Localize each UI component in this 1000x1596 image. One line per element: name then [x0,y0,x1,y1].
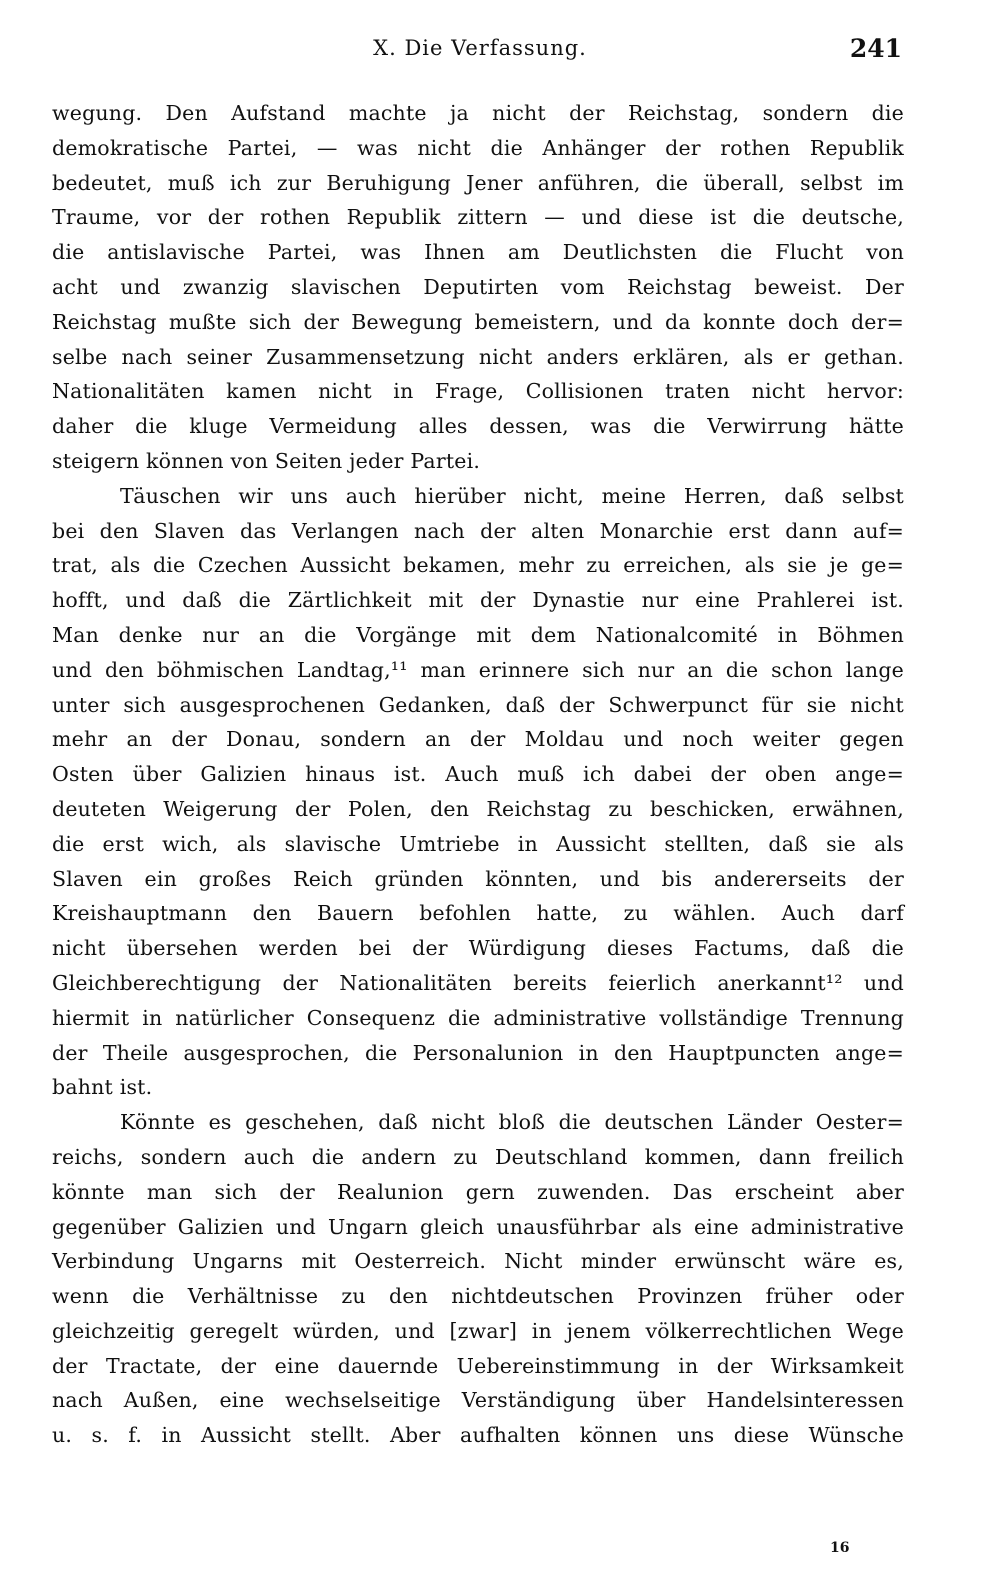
text-line: hiermit in natürlicher Consequenz die administrative vollständige Trennung [52,1005,904,1030]
paragraph [52,479,904,1105]
text-line: acht und zwanzig slavischen Deputirten vom Reichstag beweist. Der [52,274,904,299]
text-line: deuteten Weigerung der Polen, den Reichstag zu beschicken, erwähnen, [52,796,904,821]
text-line: Verbindung Ungarns mit Oesterreich. Nicht minder erwünscht wäre es, [52,1249,904,1274]
page-number: 241 [849,34,902,63]
text-line: gegenüber Galizien und Ungarn gleich unausführbar als eine administrative [52,1214,904,1239]
text-line: u. s. f. in Aussicht stellt. Aber aufhalten können uns diese Wünsche [52,1423,904,1448]
text-line: gleichzeitig geregelt würden, und [zwar] in jenem völkerrechtlichen Wege [52,1318,904,1343]
text-line: mehr an der Donau, sondern an der Moldau und noch weiter gegen [52,727,904,752]
text-line: nicht übersehen werden bei der Würdigung dieses Factums, daß die [52,936,904,961]
text-line: und den böhmischen Landtag,¹¹ man erinnere sich nur an die schon lange [52,657,904,682]
text-line: reichs, sondern auch die andern zu Deutschland kommen, dann freilich [52,1144,904,1169]
text-line: demokratische Partei, — was nicht die Anhänger der rothen Republik [52,135,904,160]
text-line: wenn die Verhältnisse zu den nichtdeutschen Provinzen früher oder [52,1284,904,1309]
text-line: der Theile ausgesprochen, die Personalunion in den Hauptpuncten ange= [52,1040,904,1065]
text-line: daher die kluge Vermeidung alles dessen, was die Verwirrung hätte [52,414,904,439]
text-line: Man denke nur an die Vorgänge mit dem Nationalcomité in Böhmen [52,622,904,647]
text-line: die erst wich, als slavische Umtriebe in Aussicht stellten, daß sie als [52,831,904,856]
text-line: Nationalitäten kamen nicht in Frage, Collisionen traten nicht hervor: [52,379,904,404]
body-text [52,96,904,1453]
text-line: könnte man sich der Realunion gern zuwenden. Das erscheint aber [52,1179,904,1204]
text-line: trat, als die Czechen Aussicht bekamen, mehr zu erreichen, als sie je ge= [52,553,904,578]
text-line: wegung. Den Aufstand machte ja nicht der Reichstag, sondern die [52,101,904,125]
text-line: Könnte es geschehen, daß nicht bloß die deutschen Länder Oester= [120,1110,904,1135]
text-line: bedeutet, muß ich zur Beruhigung Jener anführen, die überall, selbst im [52,170,904,195]
text-line: Gleichberechtigung der Nationalitäten bereits feierlich anerkannt¹² und [52,970,904,995]
text-line: Reichstag mußte sich der Bewegung bemeistern, und da konnte doch der= [52,309,904,334]
running-header-title: X. Die Verfassung. [373,36,587,60]
text-line: nach Außen, eine wechselseitige Verständigung über Handelsinteressen [52,1388,904,1413]
text-line: Osten über Galizien hinaus ist. Auch muß ich dabei der oben ange= [52,762,904,787]
text-line: hofft, und daß die Zärtlichkeit mit der Dynastie nur eine Prahlerei ist. [52,588,904,613]
text-line: Kreishauptmann den Bauern befohlen hatte, zu wählen. Auch darf [52,901,904,926]
text-line: bei den Slaven das Verlangen nach der alten Monarchie erst dann auf= [52,518,904,543]
text-line: die antislavische Partei, was Ihnen am Deutlichsten die Flucht von [52,240,904,265]
text-line: Täuschen wir uns auch hierüber nicht, meine Herren, daß selbst [120,483,904,508]
text-line: Traume, vor der rothen Republik zittern — und diese ist die deutsche, [52,205,904,230]
text-line: Slaven ein großes Reich gründen könnten, und bis andererseits der [52,866,904,891]
text-line: selbe nach seiner Zusammensetzung nicht anders erklären, als er gethan. [52,344,904,369]
printer-signature-mark: 16 [830,1540,850,1556]
paragraph [52,1105,904,1453]
text-line: unter sich ausgesprochenen Gedanken, daß der Schwerpunct für sie nicht [52,692,904,717]
text-line: der Tractate, der eine dauernde Uebereinstimmung in der Wirksamkeit [52,1353,904,1378]
text-line: bahnt ist. [52,1075,153,1100]
text-line: steigern können von Seiten jeder Partei. [52,448,481,473]
paragraph [52,96,904,479]
